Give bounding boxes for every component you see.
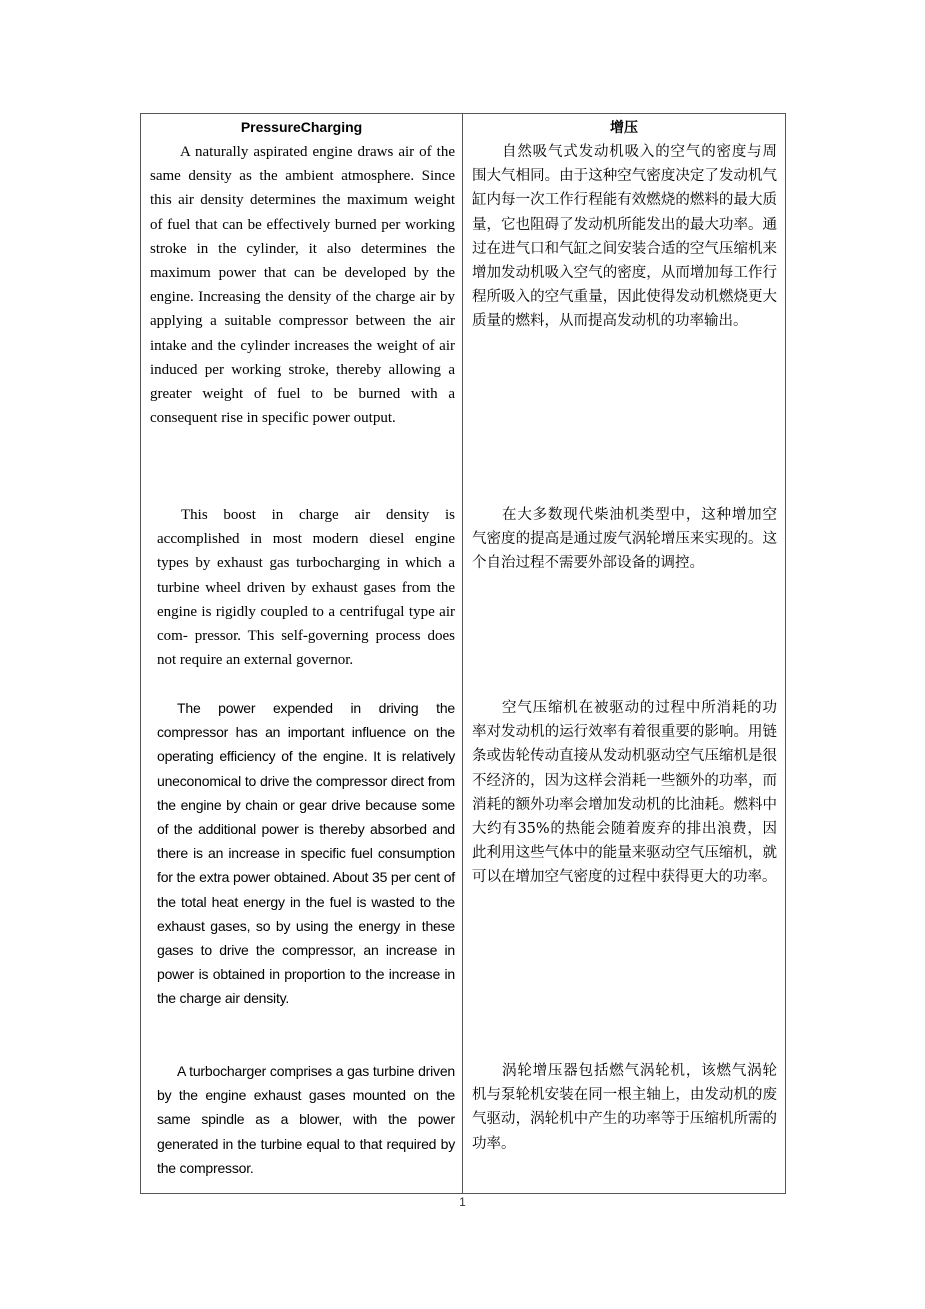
chinese-column xyxy=(463,114,785,1193)
english-paragraph-2: This boost in charge air density is accomplished in most modern diesel engine types by exhaust gas turbocharging in which a turbine wheel driven by exhaust gases from the engine is rigidly coupled to a centrifugal type air com- pressor. This self-governing process does not require an external governor. xyxy=(157,507,455,669)
english-title: PressureCharging xyxy=(240,119,363,135)
english-paragraph-1: A naturally aspirated engine draws air of the same density as the ambient atmosphere. Since this air density determines the maximum weight of fuel that can be effectively burned per working stroke in the cylinder, it also determines the maximum power that can be developed by the engine. Increasing the density of the charge air by applying a suitable compressor between the air intake and the cylinder increases the weight of air induced per working stroke, thereby allowing a greater weight of fuel to be burned with a consequent rise in specific power output. xyxy=(150,144,455,427)
chinese-paragraph-4: 涡轮增压器包括燃气涡轮机，该燃气涡轮机与泵轮机安装在同一根主轴上，由发动机的废气驱动，涡轮机中产生的功率等于压缩机所需的功率。 xyxy=(472,1063,777,1152)
bilingual-table xyxy=(140,113,786,1194)
english-paragraph-4: A turbocharger comprises a gas turbine driven by the engine exhaust gases mounted on the same spindle as a blower, with the power generated in the turbine equal to that required by the compressor. xyxy=(157,1063,455,1176)
english-paragraph-3: The power expended in driving the compressor has an important influence on the operating efficiency of the engine. It is relatively uneconomical to drive the compressor direct from the engine by chain or gear drive because some of the additional power is thereby absorbed and there is an increase in specific fuel consumption for the extra power obtained. About 35 per cent of the total heat energy in the fuel is wasted to the exhaust gases, so by using the energy in these gases to drive the compressor, an increase in power is obtained in proportion to the increase in the charge air density. xyxy=(157,700,455,1007)
page-number: 1 xyxy=(459,1195,466,1209)
english-column xyxy=(141,114,463,1193)
chinese-paragraph-2: 在大多数现代柴油机类型中，这种增加空气密度的提高是通过废气涡轮增压来实现的。这个自治过程不需要外部设备的调控。 xyxy=(472,507,777,572)
chinese-paragraph-1: 自然吸气式发动机吸入的空气的密度与周围大气相同。由于这种空气密度决定了发动机气缸内每一次工作行程能有效燃烧的燃料的最大质量，它也阻碍了发动机所能发出的最大功率。通过在进气口和气缸之间安装合适的空气压缩机来增加发动机吸入空气的密度，从而增加每工作行程所吸入的空气重量，因此使得发动机燃烧更大质量的燃料，从而提高发动机的功率输出。 xyxy=(472,144,777,330)
chinese-paragraph-3: 空气压缩机在被驱动的过程中所消耗的功率对发动机的运行效率有着很重要的影响。用链条或齿轮传动直接从发动机驱动空气压缩机是很不经济的，因为这样会消耗一些额外的功率，而消耗的额外功率会增加发动机的比油耗。燃料中大约有35%的热能会随着废弃的排出浪费，因此利用这些气体中的能量来驱动空气压缩机，就可以在增加空气密度的过程中获得更大的功率。 xyxy=(472,700,777,886)
chinese-title: 增压 xyxy=(610,119,638,135)
